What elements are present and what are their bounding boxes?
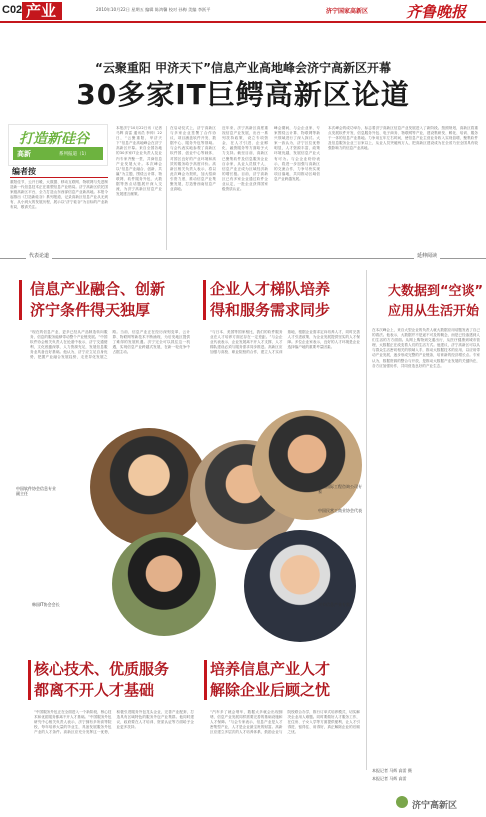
s1-marker [19,280,22,320]
photo-credit: 本报记者 马辉 高雷 摄 [372,768,412,773]
s2-text: “与日本、美国等国家相比，我们的软件服务业在人才培养方面还存在一定差距。”与会企业代表表示，企业发展离不开人才支撑，人才梯队建设必须与服务需求同步推进。高新区应加强与高校、职业院校的合作，建立人才实训基地，根据企业需求定向培养人才，同时完善人才引进政策，为企业发展提供坚实的人才保障。多位企业家表示，良好的人才环境是企业选择落户地的重要考量因素。 [210,330,360,355]
band-right: 延伸阅读 [414,252,440,259]
page-code: C02 [2,4,23,16]
editor-note-text: 重阳佳节，云开日暖，大数据、移动互联网、物联网与先进制造新一代信息技术正在重塑信息产业格局。济宁高新区依托国家级高新区平台，全力打造山东西部信息产业新高地。本报今起推出《打造新硅谷》系列报道，记录高新区信息产业从无到有、从小到大的发展历程，展示以“济宁硅谷”为目标的产业新布局，敬请关注。 [10,180,108,210]
portrait-photo [244,530,356,642]
sidebar-top-text: 本次峰会的成功举办，标志着济宁高新区信息产业发展进入了新阶段。按照规划，高新区将重点发展软件开发、信息服务外包、电子商务、物联网等产业，建设集研发、孵化、培训、服务于一体的信息产业基地。力争用五年左右时间，使信息产业主营业务收入实现倍增，聚集软件及信息服务企业三百家以上，从业人员突破两万人，把高新区建设成为在全省乃至全国具有较强影响力的信息产业高地。 [328,126,478,151]
portrait-photo [112,532,216,636]
photo-caption: 中国民营工商业协会代表 [318,508,362,513]
s1-title-1: 信息产业融合、创新 [30,280,166,298]
divider [366,270,367,770]
s2-marker [203,280,206,320]
s3-title-2: 应用从生活开始 [388,304,480,319]
headline-kicker: “云聚重阳 甲济天下”信息产业高地峰会济宁高新区开幕 [95,61,391,75]
s5-title-1: 培养信息产业人才 [210,660,331,678]
portrait-photo [252,410,362,520]
header-rule [0,21,486,23]
lead-column-2: 在启动仪式上，济宁高新区与多家企业签署了合作协议，项目涵盖软件开发、数据中心、服务外包等领域。与会代表实地参观了高新区软件园、创业中心等载体，对园区良好的产业环境和高效的服务给予高度评价。高新区相关负责人表示，将以此次峰会为契机，加大招商引资力度，推动信息产业集聚发展，打造鲁西南信息产业高地。 [170,126,216,192]
watermark-icon [396,796,408,808]
photo-caption: 中国软件协会信息专业副主任 [16,486,56,497]
s2-title-1: 企业人才梯队培养 [210,280,331,298]
headline-main: 30多家IT巨鳄高新区论道 [76,78,410,111]
s1-text: “现在的信息产业，更多已经从产品制造转向服务，信息的服务能够带动整个产业链发展。”中国软件协会相关负责人在论道中表示，济宁交通便利，文化底蕴深厚，人力资源充足，发展信息服务业具备良好基础。他认为，济宁应立足自身优势，把握产业融合发展趋势，走差异化发展之路。当前，信息产业正在经历深刻变革，云计算、物联网等新技术不断涌现，为后发地区提供了难得的发展机遇。济宁完全可以抓住这一机遇，实现信息产业跨越式发展，在新一轮竞争中占据主动。 [30,330,190,360]
s5-title-2: 解除企业后顾之忧 [210,681,331,699]
paper-logo: 齐鲁晚报 [406,3,467,21]
channel-name: 济宁国家高新区 [326,8,369,15]
series-sub-left: 高新 [17,150,31,158]
s4-text: “中国服务外包正在全面进入一个新阶段，核心技术和优质服务都离不开人才基础。”中国服务外包研究中心相关负责人表示，济宁拥有多所高等院校，每年培养大量的毕业生，具备发展服务外包产业的人才条件。高新区应充分发挥这一优势，积极引进服务外包龙头企业，完善产业配套，打造具有区域特色的服务外包产业集群。他同时建议，政府要在人才培训、资质认证等方面给予企业更多扶持。 [34,710,194,735]
photo-caption: 中国国际工程咨询公司专家 [318,484,362,495]
series-title: 打造新硅谷 [19,131,89,147]
s5-marker [204,660,207,700]
lead-column-3: 近年来，济宁高新区高度重视信息产业发展，出台一系列扶持政策，设立专项资金，在人才引进、企业孵化、融资服务等方面给予大力支持。截至目前，高新区已聚集软件及信息服务企业百余家，从业人员数千人，信息产业正成为区域经济新的增长极。目前，济宁高新区已有多家企业通过软件企业认定，一批企业获得国家级资质认证。 [222,126,268,192]
divider [166,126,167,250]
date-line: 2010年10月22日 星期五 编辑 陈鸿馨 校对 孙梅 美编 李跃平 [96,7,211,12]
band-left: 代表论道 [26,252,52,259]
s4-title-2: 都离不开人才基础 [34,681,155,699]
footer-credit: 本报记者 马辉 高雷 [372,776,407,781]
s2-title-2: 得和服务需求同步 [210,301,331,319]
s1-title-2: 济宁条件得天独厚 [30,301,151,319]
photo-caption: 韩国IT协会会长 [32,602,60,607]
watermark: 济宁高新区 [412,801,458,811]
lead-column-1: 本报济宁10月22日讯（记者 马辉 高雷 通讯员 李帅）22日，“云聚重阳，甲济天下”信息产业高地峰会在济宁高新区开幕。来自全国各地的30多家IT企业负责人及业内专家齐聚一堂，共商信息产业发展大计。本次峰会以“信息产业融合、创新、共赢”为主题，围绕云计算、物联网、软件服务外包、大数据等热点话题展开深入交流，为济宁高新区信息产业发展建言献策。 [116,126,162,197]
series-sub-right: 系列报道（1） [59,152,89,157]
series-banner [8,124,108,166]
s4-title-1: 核心技术、优质服务 [34,660,170,678]
s3-title-1: 大数据到“空谈” [388,284,484,299]
s3-text: 在本次峰会上，来自大型企业的负责人就大数据应用话题发表了自己的看法。他表示，大数据并不是遥不可及的概念，而是已经渗透到人们生活的方方面面。从网上购物到交通出行，从医疗健康到城市管理，大数据正在改变着人们的生活方式。他建议，济宁高新区可以从与群众生活密切相关的领域入手，推动大数据技术的应用，以应用带动产业发展，逐步形成完整的产业链条，培育新的经济增长点。专家认为，数据资源的整合与开放，是推动大数据产业发展的关键所在，各方应加强协作，共同营造良好的产业生态。 [372,328,480,368]
lead-column-4: 峰会期间，与会企业家、专家围绕云计算、物联网等新兴领域进行了深入探讨。大家一致认为，济宁区位优势明显，人才资源丰富，政策环境优越，发展信息产业大有可为。与会企业纷纷表示，将进一步加强与高新区的交流合作，力争尽快实现项目落地，共同推动区域信息产业跨越发展。 [274,126,320,181]
s4-marker [28,660,31,700]
s5-text: “汽车多了就会堵车，数据太多就会出现拥堵，信息产业发展同样需要完善的基础设施和人才保障。”与会专家表示，信息产业是人才密集型产业，人才是企业最宝贵的财富。高新区应建立多层次的人才培养体系，鼓励企业与院校联合办学，推行订单式培养模式，切实解决企业用人难题。同时要做好人才服务工作，在住房、子女入学等方面提供便利，让人才引得进、留得住、用得好，真正解除企业的后顾之忧。 [210,710,360,735]
section-name: 产业 [26,2,57,20]
editor-note-label: 编者按 [12,167,36,176]
photo-caption: 兴节信息产业专家 [318,602,350,607]
editor-note-rule [10,177,108,178]
page-header [0,0,486,22]
